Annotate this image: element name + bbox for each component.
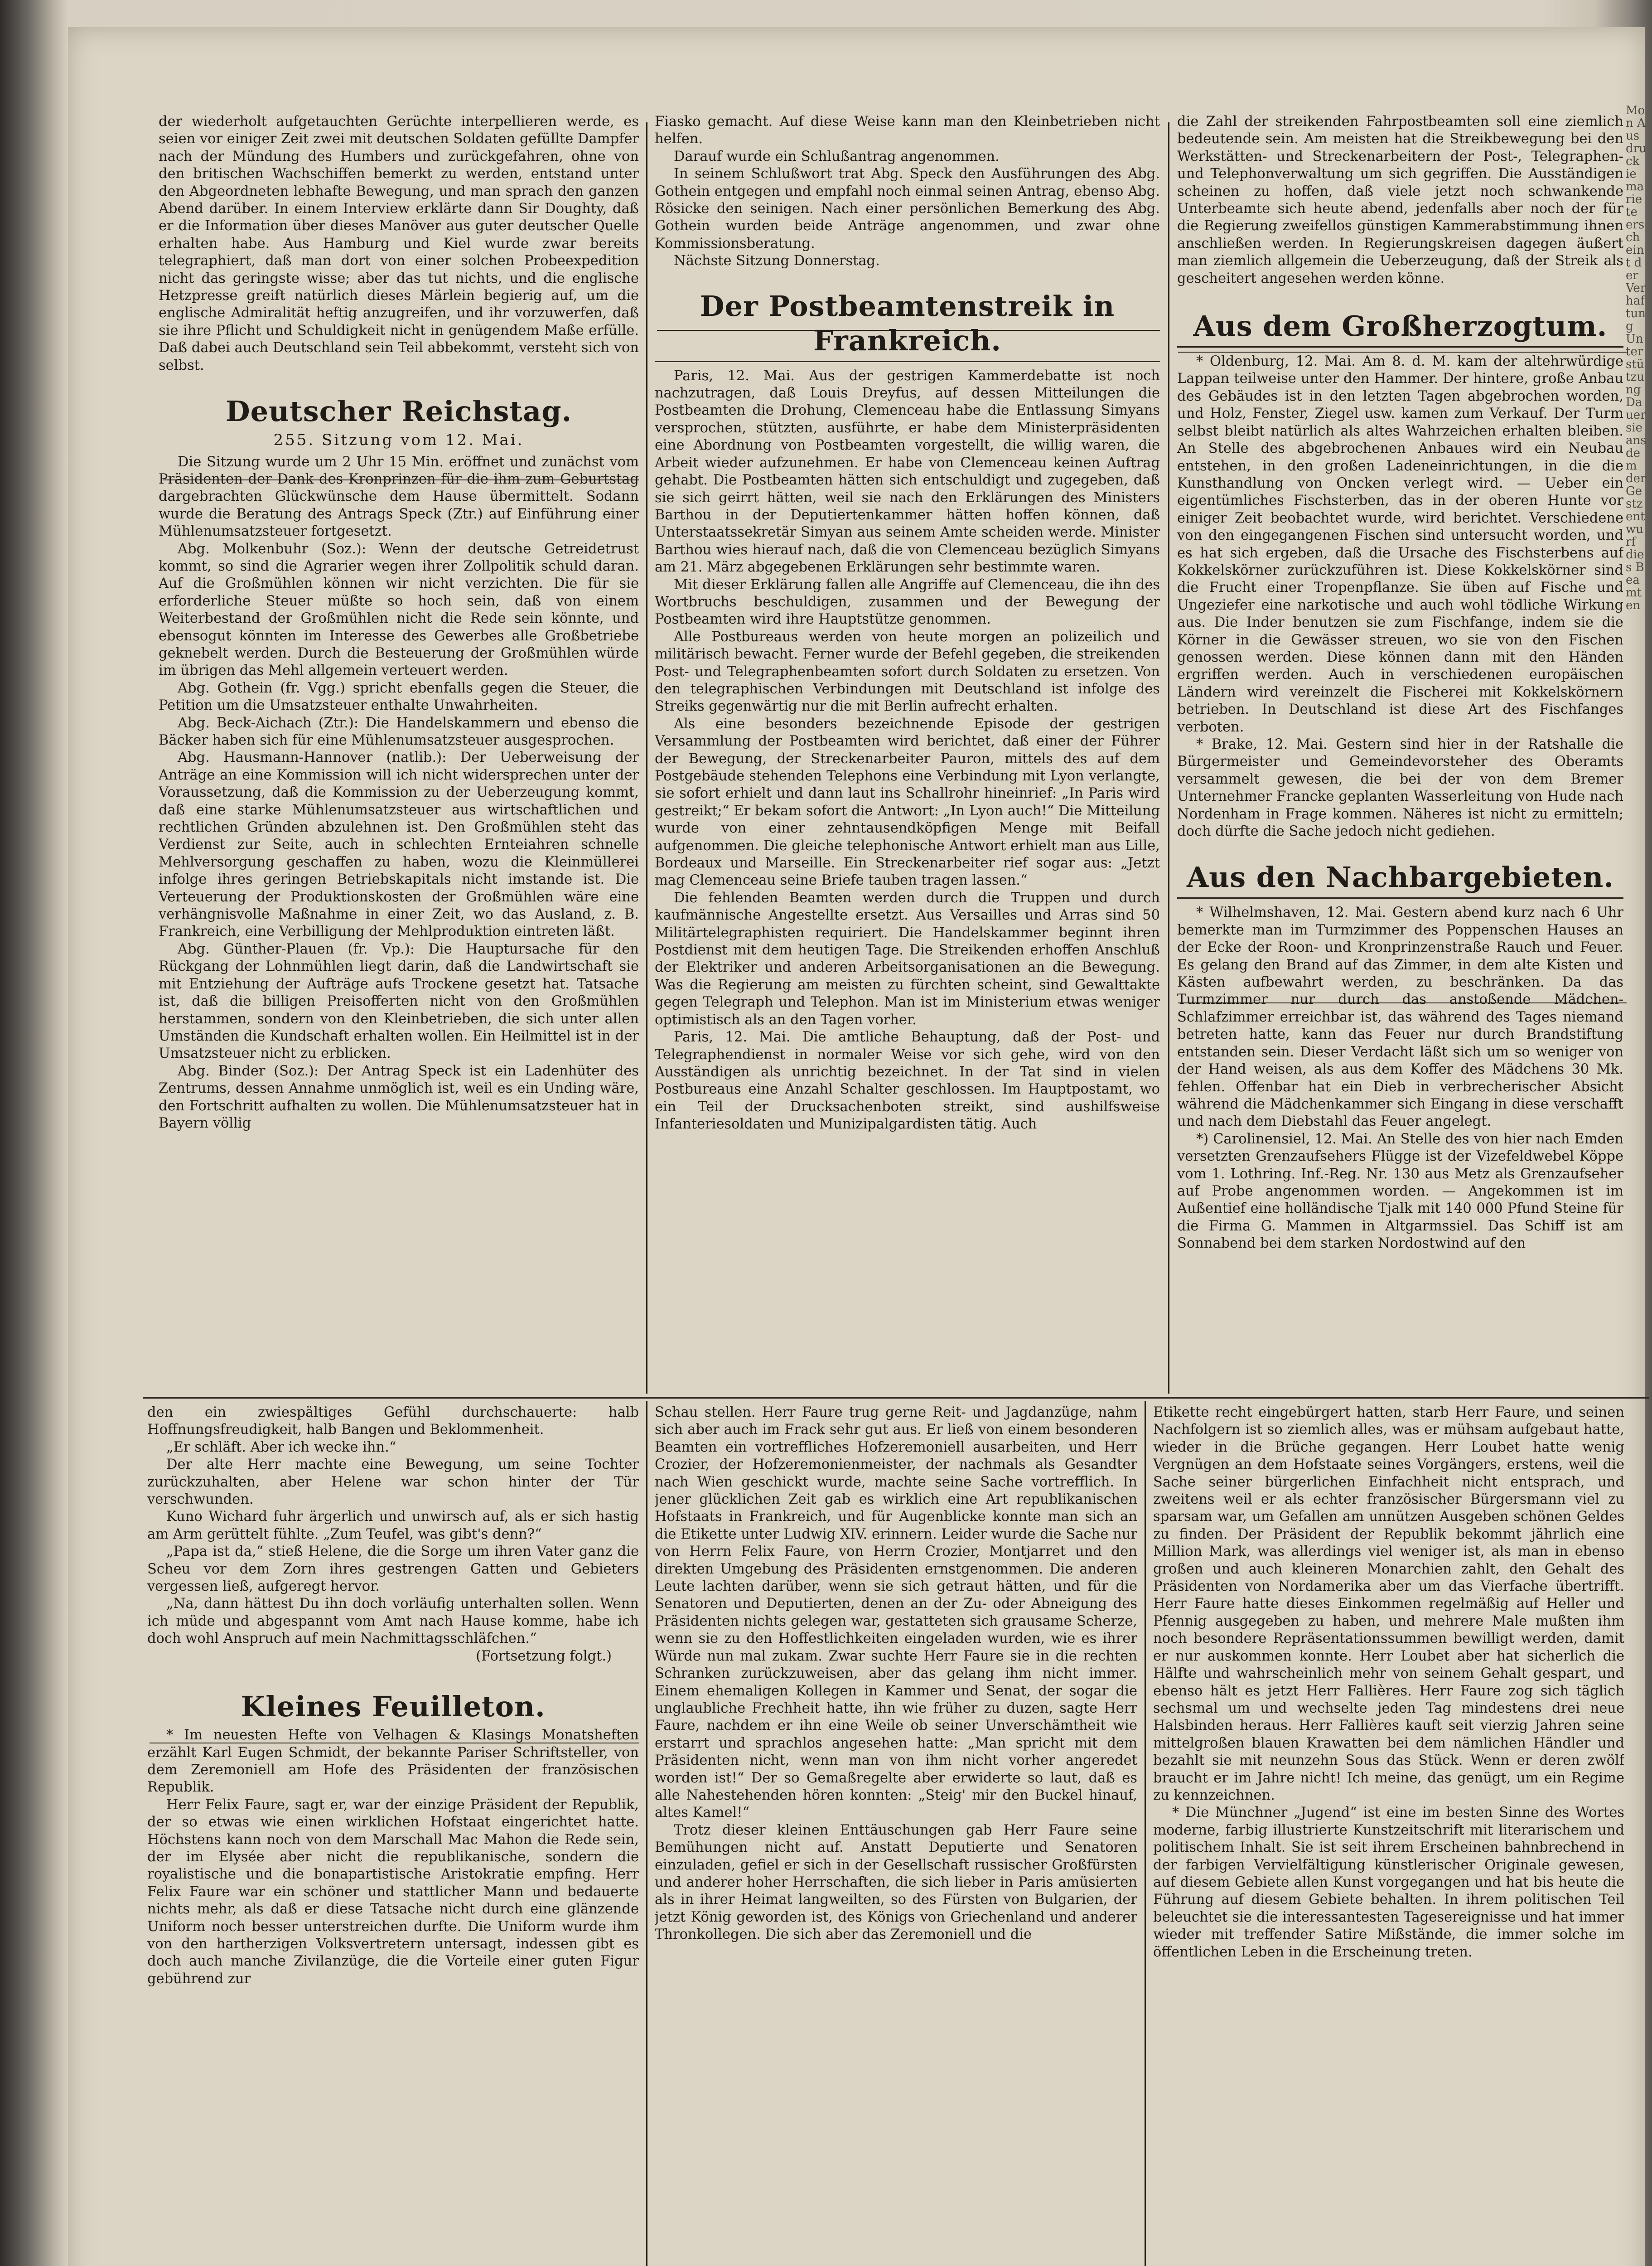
feuilleton-paragraph: Herr Felix Faure, sagt er, war der einzige Präsident der Republik, der so etwas wie einen wirklichen Hofstaat eingerichtet hatte. Höchstens kann noch von dem Marschall Mac Mahon die Rede sein, der im Elysée aber nicht die republikanische, sondern die royalistische und die bonapartistische Aristokratie empfing. Herr Felix Faure war ein schöner und stattlicher Mann und bedauerte nichts mehr, als daß er diese Tatsache nicht durch eine glänzende Uniform noch besser unterstreichen durfte. Die Uniform wurde ihm von den hartherzigen Volksvertretern untersagt, indessen gibt es doch auch manche Zivilanzüge, die die Vorteile einer guten Figur gebührend zur	[147, 1796, 639, 1987]
upper-middle-column	[655, 113, 1160, 1396]
column-rule-lower-2	[1145, 1401, 1146, 2266]
feuilleton-paragraph: Schau stellen. Herr Faure trug gerne Reit- und Jagdanzüge, nahm sich aber auch im Frack sehr gut aus. Er ließ von einem besonderen Beamten ein vortreffliches Hofzeremoniell ausarbeiten, und Herr Crozier, der Hofzeremonienmeister, der nachmals als Gesandter nach Wien geschickt wurde, machte seine Sache vortrefflich. In jener glücklichen Zeit gab es wirklich eine Art republikanischen Hofstaats in Frankreich, und für Augenblicke konnte man sich an die Etikette unter Ludwig XIV. erinnern. Leider wurde die Sache nur von Herrn Felix Faure, von Herrn Crozier, Montjarret und den direkten Umgebung des Präsidenten ernstgenommen. Die anderen Leute lachten darüber, wenn sie sich getraut hätten, und für die Senatoren und Deputierten, denen an der Zu- oder Abneigung des Präsidenten nichts gelegen war, gestatteten sich grausame Scherze, wenn sie zu den Hoffestlichkeiten eingeladen wurden, wie es ihrer Würde nun mal zukam. Zwar suchte Herr Faure sie in die rechten Schranken zurückzuweisen, aber das gelang ihm nicht immer. Einem ehemaligen Kollegen in Kammer und Senat, der sogar die unglaubliche Frechheit hatte, ihn wie früher zu duzen, sagte Herr Faure, nachdem er ihn eine Weile ob seiner Unverschämtheit wie erstarrt und sprachlos angesehen hatte: „Man spricht mit dem Präsidenten nicht, wenn man von ihm nicht vorher angeredet worden ist!“ Der so Gemaßregelte aber erwiderte so laut, daß es alle Nahestehenden hören konnten: „Steig' mir den Buckel hinauf, altes Kamel!“	[655, 1404, 1137, 1821]
serial-paragraph: „Papa ist da,“ stieß Helene, die die Sorge um ihren Vater ganz die Scheu vor dem Zorn ihres gestrengen Gatten und Gebieters vergessen ließ, aufgeregt hervor.	[147, 1544, 639, 1595]
article-paragraph: Abg. Molkenbuhr (Soz.): Wenn der deutsche Getreidetrust kommt, so sind die Agrarier wegen ihrer Zollpolitik schuld daran. Auf die Großmühlen können wir nicht verzichten. Die für sie erforderliche Steuer müßte so hoch sein, daß von einem Weiterbestand der Großmühlen nicht die Rede sein könnte, und ebensogut könnten im Interesse des Gewerbes alle Großbetriebe geknebelt werden. Durch die Besteuerung der Großmühlen würde im übrigen das Mehl allgemein verteuert werden.	[159, 541, 639, 679]
article-paragraph: Nächste Sitzung Donnerstag.	[674, 253, 880, 269]
article-paragraph: Mit dieser Erklärung fallen alle Angriffe auf Clemenceau, die ihn des Wortbruchs beschuldigen, zusammen und der Bewegung der Postbeamten wird ihre Hauptstütze genommen.	[655, 576, 1160, 628]
serial-paragraph: „Na, dann hättest Du ihn doch vorläufig unterhalten sollen. Wenn ich müde und abgespannt vom Amt nach Hause komme, habe ich doch wohl Anspruch auf mein Nachmittagsschläfchen.“	[147, 1596, 639, 1647]
page-fold-separator	[143, 1397, 1649, 1399]
article-paragraph: Als eine besonders bezeichnende Episode der gestrigen Versammlung der Postbeamten wird berichtet, daß einer der Führer der Bewegung, der Streckenarbeiter Pauron, mittels des auf dem Postgebäude stehenden Telephons eine Verbindung mit Lyon verlangte, sie sofort erhielt und dann laut ins Schallrohr hineinrief: „In Paris wird gestreikt;“ Er bekam sofort die Antwort: „In Lyon auch!“ Die Mitteilung wurde von einer zehntausendköpfigen Menge mit Beifall aufgenommen. Die gleiche telephonische Antwort erhielt man aus Lille, Bordeaux und Marseille. Ein Streckenarbeiter rief sogar aus: „Jetzt mag Clemenceau seine Briefe tauben tragen lassen.“	[655, 716, 1160, 889]
feuilleton-paragraph: * Die Münchner „Jugend“ ist eine im besten Sinne des Wortes moderne, farbig illustrierte Kunstzeitschrift mit literarischem und politischem Inhalt. Sie ist seit ihrem Erscheinen bahnbrechend in der farbigen Vervielfältigung künstlerischer Originale gewesen, auf diesem Gebiete allen Kunst vorgegangen und hat bis heute die Führung auf diesem Gebiete behalten. In ihrem politischen Teil beleuchtet sie die interessantesten Tagesereignisse und hat immer wieder mit treffender Satire Mißstände, die immer solche im öffentlichen Leben in die Erscheinung treten.	[1153, 1805, 1624, 1960]
upper-left-column	[159, 113, 639, 1396]
continuation-note: (Fortsetzung folgt.)	[476, 1648, 612, 1664]
feuilleton-heading: Kleines Feuilleton.	[241, 1690, 546, 1724]
article-paragraph: die Zahl der streikenden Fahrpostbeamten soll eine ziemlich bedeutende sein. Am meisten hat die Streikbewegung bei den Werkstätten- und Streckenarbeitern der Post-, Telegraphen- und Telephonverwaltung um sich gegriffen. Die Ausständigen scheinen zu hoffen, daß viele jetzt noch schwankende Unterbeamte sich heute abend, jedenfalls aber noch der für die Regierung zweifellos günstigen Kammerabstimmung ihnen anschließen werden. In Regierungskreisen dagegen äußert man ziemlich allgemein die Ueberzeugung, daß der Streik als gescheitert angesehen werden könne.	[1177, 114, 1623, 286]
article-paragraph: Abg. Gothein (fr. Vgg.) spricht ebenfalls gegen die Steuer, die Petition um die Umsatzsteuer enthalte Unwahrheiten.	[159, 680, 639, 714]
nachbargebiete-heading: Aus den Nachbargebieten.	[1177, 860, 1623, 899]
lower-right-column	[1153, 1404, 1624, 2266]
article-paragraph: * Brake, 12. Mai. Gestern sind hier in der Ratshalle die Bürgermeister und Gemeindevorsteher des Oberamts versammelt gewesen, die bei der von dem Bremer Unternehmer Francke geplanten Wasserleitung von Hude nach Nordenham in Frage kommen. Näheres ist nicht zu ermitteln; doch dürfte die Sache jedoch nicht gediehen.	[1177, 736, 1623, 840]
serial-paragraph: Der alte Herr machte eine Bewegung, um seine Tochter zurückzuhalten, aber Helene war schon hinter der Tür verschwunden.	[147, 1457, 639, 1508]
column-rule-lower-1	[646, 1401, 647, 2266]
article-text: der wiederholt aufgetauchten Gerüchte interpellieren werde, es seien vor einiger Zeit zwei mit deutschen Soldaten gefüllte Dampfer nach der Mündung des Humbers und zurückgefahren, ohne von den britischen Wachschiffen bemerkt zu werden, entstand unter den Abgeordneten lebhafte Bewegung, und man sprach den ganzen Abend darüber. In einem Interview erklärte dann Sir Doughty, daß er die Information über dieses Manöver aus guter deutscher Quelle erhalten habe. Aus Hamburg und Kiel wurde zwar bereits telegraphiert, daß man dort von einer solchen Probeexpedition nicht das geringste wisse; aber das tut nichts, und die englische Hetzpresse greift natürlich dieses Märlein begierig auf, um die englische Admiralität heftig anzugreifen, und ihr vorzuwerfen, daß sie ihre Pflicht und Schuldigkeit nicht in genügendem Maße erfülle. Daß dabei auch Deutschland sein Teil abbekommt, versteht sich von selbst.	[159, 114, 639, 373]
article-paragraph: Abg. Beck-Aichach (Ztr.): Die Handelskammern und ebenso die Bäcker haben sich für eine Mühlenumsatzsteuer ausgesprochen.	[159, 715, 639, 748]
article-paragraph: * Wilhelmshaven, 12. Mai. Gestern abend kurz nach 6 Uhr bemerkte man im Turmzimmer des Poppenschen Hauses an der Ecke der Roon- und Kronprinzenstraße Rauch und Feuer. Es gelang den Brand auf das Zimmer, in dem alte Kisten und Kästen aufbewahrt werden, zu beschränken. Da das Turmzimmer nur durch das anstoßende Mädchen-Schlafzimmer erreichbar ist, das während des Tages niemand betreten hatte, kann das Feuer nur durch Brandstiftung entstanden sein. Dieser Verdacht läßt sich um so weniger von der Hand weisen, als aus dem Koffer des Mädchens 30 Mk. fehlen. Offenbar hat ein Dieb in verbrecherischer Absicht während die Mädchenkammer sich Eingang in diese verschafft und nach dem Diebstahl das Feuer angelegt.	[1177, 905, 1623, 1130]
feuilleton-paragraph: Etikette recht eingebürgert hatten, starb Herr Faure, und seinen Nachfolgern ist so ziemlich alles, was er mühsam aufgebaut hatte, wieder in die Brüche gegangen. Herr Loubet hatte wenig Vergnügen an dem Hofstaate seines Vorgängers, erstens, weil die Sache seiner bürgerlichen Einfachheit nicht entsprach, und zweitens weil er als echter französischer Bürgersmann viel zu sparsam war, um Gefallen am unnützen Ausgeben schönen Geldes zu finden. Der Präsident der Republik bekommt jährlich eine Million Mark, was allerdings viel weniger ist, als man in ebenso großen und auch kleineren Monarchien zahlt, den Gehalt des Präsidenten von Nordamerika aber um das Vierfache übertrifft. Herr Faure hatte dieses Einkommen regelmäßig auf Heller und Pfennig ausgegeben zu haben, und mehrere Male mußten ihm noch besondere Repräsentationssummen bewilligt werden, damit er nur auskommen konnte. Herr Loubet aber hat sicherlich die Hälfte und wahrscheinlich mehr von seinem Gehalt gespart, und ebenso hält es jetzt Herr Fallières. Herr Faure zog sich täglich sechsmal um und wechselte jeden Tag mindestens drei neue Halsbinden heraus. Herr Fallières kauft seit vierzig Jahren seine mittelgroßen blauen Krawatten bei dem nämlichen Händler und bezahlt sie mit neunzehn Sous das Stück. Wenn er deren zwölf braucht er im Jahre nicht! Ich meine, das genügt, um ein Regime zu kennzeichnen.	[1153, 1404, 1624, 1803]
article-paragraph: Die Sitzung wurde um 2 Uhr 15 Min. eröffnet und zunächst vom Präsidenten der Dank des Kronprinzen für die ihm zum Geburtstag dargebrachten Glückwünsche dem Hause übermittelt. Sodann wurde die Beratung des Antrags Speck (Ztr.) auf Einführung einer Mühlenumsatzsteuer fortgesetzt.	[159, 454, 639, 540]
article-paragraph: * Oldenburg, 12. Mai. Am 8. d. M. kam der altehrwürdige Lappan teilweise unter den Hammer. Der hintere, große Anbau des Gebäudes ist in den letzten Tagen abgebrochen worden, und Holz, Fenster, Ziegel usw. kamen zum Verkauf. Der Turm selbst bleibt natürlich als altes Wahrzeichen erhalten bleiben. An Stelle des abgebrochenen Anbaues wird ein Neubau entstehen, in den großen Ladeneinrichtungen, in die die Kunsthandlung von Oncken verlegt wird. — Ueber ein eigentümliches Fischsterben, das in der oberen Hunte vor einiger Zeit beobachtet wurde, wird berichtet. Verschiedene von den eingegangenen Fischen sind untersucht worden, und es hat sich ergeben, daß die Ursache des Fischsterbens auf Kokkelskörner zurückzuführen ist. Diese Kokkelskörner sind die Frucht einer Tropenpflanze. Sie üben auf Fische und Ungeziefer eine narkotische und auch wohl tödliche Wirkung aus. Die Inder benutzen sie zum Fischfange, indem sie die Körner in die Gewässer streuen, wo sie von den Fischen genossen werden. Diese können dann mit den Händen ergriffen werden. Auch in verschiedenen europäischen Ländern wird vereinzelt die Fischerei mit Kokkelskörnern betrieben. In Deutschland ist diese Art des Fischfanges verboten.	[1177, 353, 1623, 735]
article-paragraph: Abg. Günther-Plauen (fr. Vp.): Die Hauptursache für den Rückgang der Lohnmühlen liegt darin, daß die Landwirtschaft sie mit Entziehung der Aufträge aufs Trockene gesetzt hat. Tatsache ist, daß die billigen Preisofferten nicht von den Großmühlen herstammen, sondern von den Kleinbetrieben, die sich unter allen Umständen die Kundschaft erhalten wollen. Ein Heilmittel ist in der Umsatzsteuer nicht zu erblicken.	[159, 941, 639, 1062]
article-paragraph: Abg. Hausmann-Hannover (natlib.): Der Ueberweisung der Anträge an eine Kommission will ich nicht widersprechen unter der Voraussetzung, daß die Kommission zu der Ueberzeugung kommt, daß eine starke Mühlenumsatzsteuer aus wirtschaftlichen und rechtlichen Gründen abzulehnen ist. Den Großmühlen steht das Verdienst zur Seite, auch in schlechten Ernteiahren schnelle Mehlversorgung geschaffen zu haben, wozu die Kleinmüllerei infolge ihres geringen Betriebskapitals nicht imstande ist. Die Verteuerung der Produktionskosten der Großmühlen wäre eine verhängnisvolle Maßnahme in einer Zeit, wo das Ausland, z. B. Frankreich, eine Verbilligung der Mehlproduktion eintreten läßt.	[159, 750, 639, 940]
article-paragraph: *) Carolinensiel, 12. Mai. An Stelle des von hier nach Emden versetzten Grenzaufsehers Flügge ist der Vizefeldwebel Köppe vom 1. Lothring. Inf.-Reg. Nr. 130 aus Metz als Grenzaufseher auf Probe angenommen worden. — Angekommen ist im Außentief eine holländische Tjalk mit 140 000 Pfund Steine für die Firma G. Mammen in Altgarmssiel. Das Schiff ist am Sonnabend bei dem starken Nordostwind auf den	[1177, 1131, 1623, 1252]
grossherzogtum-heading: Aus dem Großherzogtum.	[1177, 309, 1623, 348]
upper-right-column	[1177, 113, 1623, 1396]
article-paragraph: Paris, 12. Mai. Aus der gestrigen Kammerdebatte ist noch nachzutragen, daß Louis Dreyfus, auf dessen Mitteilungen die Postbeamten die Drohung, Clemenceau habe die Entlassung Simyans versprochen, stützten, ausführte, er habe dem Ministerpräsidenten eine Abordnung von Postbeamten vorgestellt, die willig waren, die Arbeit wieder aufzunehmen. Er habe von Clemenceau keinen Auftrag gehabt. Die Postbeamten hätten sich entschuldigt und zugegeben, daß sie sich geirrt hätten, weil sie nach den Erklärungen des Ministers Barthou in der Deputiertenkammer hätten hoffen können, daß Unterstaatssekretär Simyan aus seinem Amte scheiden werde. Minister Barthou wies hierauf nach, daß die von Clemenceau bezüglich Simyans am 21. März abgegebenen Erklärungen sehr bestimmte waren.	[655, 368, 1160, 576]
post-strike-heading: Der Postbeamtenstreik in Frankreich.	[655, 289, 1160, 362]
article-paragraph: Darauf wurde ein Schlußantrag angenommen.	[674, 148, 1000, 165]
article-paragraph: Fiasko gemacht. Auf diese Weise kann man den Kleinbetrieben nicht helfen.	[655, 114, 1160, 147]
column-rule-upper-2	[1168, 122, 1169, 1394]
feuilleton-paragraph: Trotz dieser kleinen Enttäuschungen gab Herr Faure seine Bemühungen nicht auf. Anstatt Deputierte und Senatoren einzuladen, gefiel er sich in der Gesellschaft russischer Großfürsten und anderer hoher Herrschaften, die sich lieber in Paris amüsierten als in ihrer Heimat langweilten, so des Fürsten von Bulgarien, der jetzt König geworden ist, des Königs von Griechenland und anderer Thronkollegen. Die sich aber das Zeremoniell und die	[655, 1822, 1137, 1943]
article-paragraph: Paris, 12. Mai. Die amtliche Behauptung, daß der Post- und Telegraphendienst in normaler Weise vor sich gehe, wird von den Ausständigen als unrichtig bezeichnet. In der Tat sind in vielen Postbureaus eine Anzahl Schalter geschlossen. Im Hauptpostamt, wo ein Teil der Drucksachenboten streikt, sind aushilfsweise Infanteriesoldaten und Munizipalgardisten tätig. Auch	[655, 1029, 1160, 1133]
article-paragraph: Abg. Binder (Soz.): Der Antrag Speck ist ein Ladenhüter des Zentrums, dessen Annahme unmöglich ist, weil es ein Unding wäre, den Fortschritt aufhalten zu wollen. Die Mühlenumsatzsteuer hat in Bayern völlig	[159, 1063, 639, 1131]
article-paragraph: Alle Postbureaus werden von heute morgen an polizeilich und militärisch bewacht. Ferner wurde der Befehl gegeben, die streikenden Post- und Telegraphenbeamten sofort durch Soldaten zu ersetzen. Von den telegraphischen Verbindungen mit Deutschland ist infolge des Streiks gegenwärtig nur die mit Berlin aufrecht erhalten.	[655, 629, 1160, 715]
column-rule-upper-1	[646, 122, 647, 1394]
serial-paragraph: Kuno Wichard fuhr ärgerlich und unwirsch auf, als er sich hastig am Arm gerüttelt fühlte. „Zum Teufel, was gibt's denn?“	[147, 1509, 639, 1542]
feuilleton-paragraph: * Im neuesten Hefte von Velhagen & Klasings Monatsheften erzählt Karl Eugen Schmidt, der bekannte Pariser Schriftsteller, von dem Zeremoniell am Hofe des Präsidenten der französischen Republik.	[147, 1727, 639, 1796]
reichstag-session: 255. Sitzung vom 12. Mai.	[273, 431, 524, 450]
serial-paragraph: den ein zwiespältiges Gefühl durchschauerte: halb Hoffnungsfreudigkeit, halb Bangen und Beklommenheit.	[147, 1404, 639, 1438]
article-paragraph: Die fehlenden Beamten werden durch die Truppen und durch kaufmännische Angestellte ersetzt. Aus Versailles und Arras sind 50 Militärtelegraphisten requiriert. Die Handelskammer beginnt ihren Postdienst mit dem heutigen Tage. Die Streikenden erhoffen Anschluß der Elektriker und anderen Arbeitsorganisationen an die Bewegung. Was die Regierung am meisten zu fürchten scheint, sind Gewalttakte gegen Telegraph und Telephon. Man ist im Ministerium etwas weniger optimistisch als an den Tagen vorher.	[655, 890, 1160, 1028]
reichstag-heading: Deutscher Reichstag.	[225, 395, 572, 428]
facing-page-edge-text: Mon Ausdruck iemarie te erscheint der Verhaftung Unterstützung Dauer sie ans dem der Gestzentwurf dies Beamten	[1626, 104, 1647, 612]
serial-paragraph: „Er schläft. Aber ich wecke ihn.“	[166, 1439, 396, 1455]
article-paragraph: In seinem Schlußwort trat Abg. Speck den Ausführungen des Abg. Gothein entgegen und empfahl noch einmal seinen Antrag, ebenso Abg. Rösicke den seinigen. Nach einer persönlichen Bemerkung des Abg. Gothein wurden beide Anträge angenommen, und zwar ohne Kommissionsberatung.	[655, 166, 1160, 252]
lower-left-column	[147, 1404, 639, 2266]
lower-middle-column	[655, 1404, 1137, 2266]
